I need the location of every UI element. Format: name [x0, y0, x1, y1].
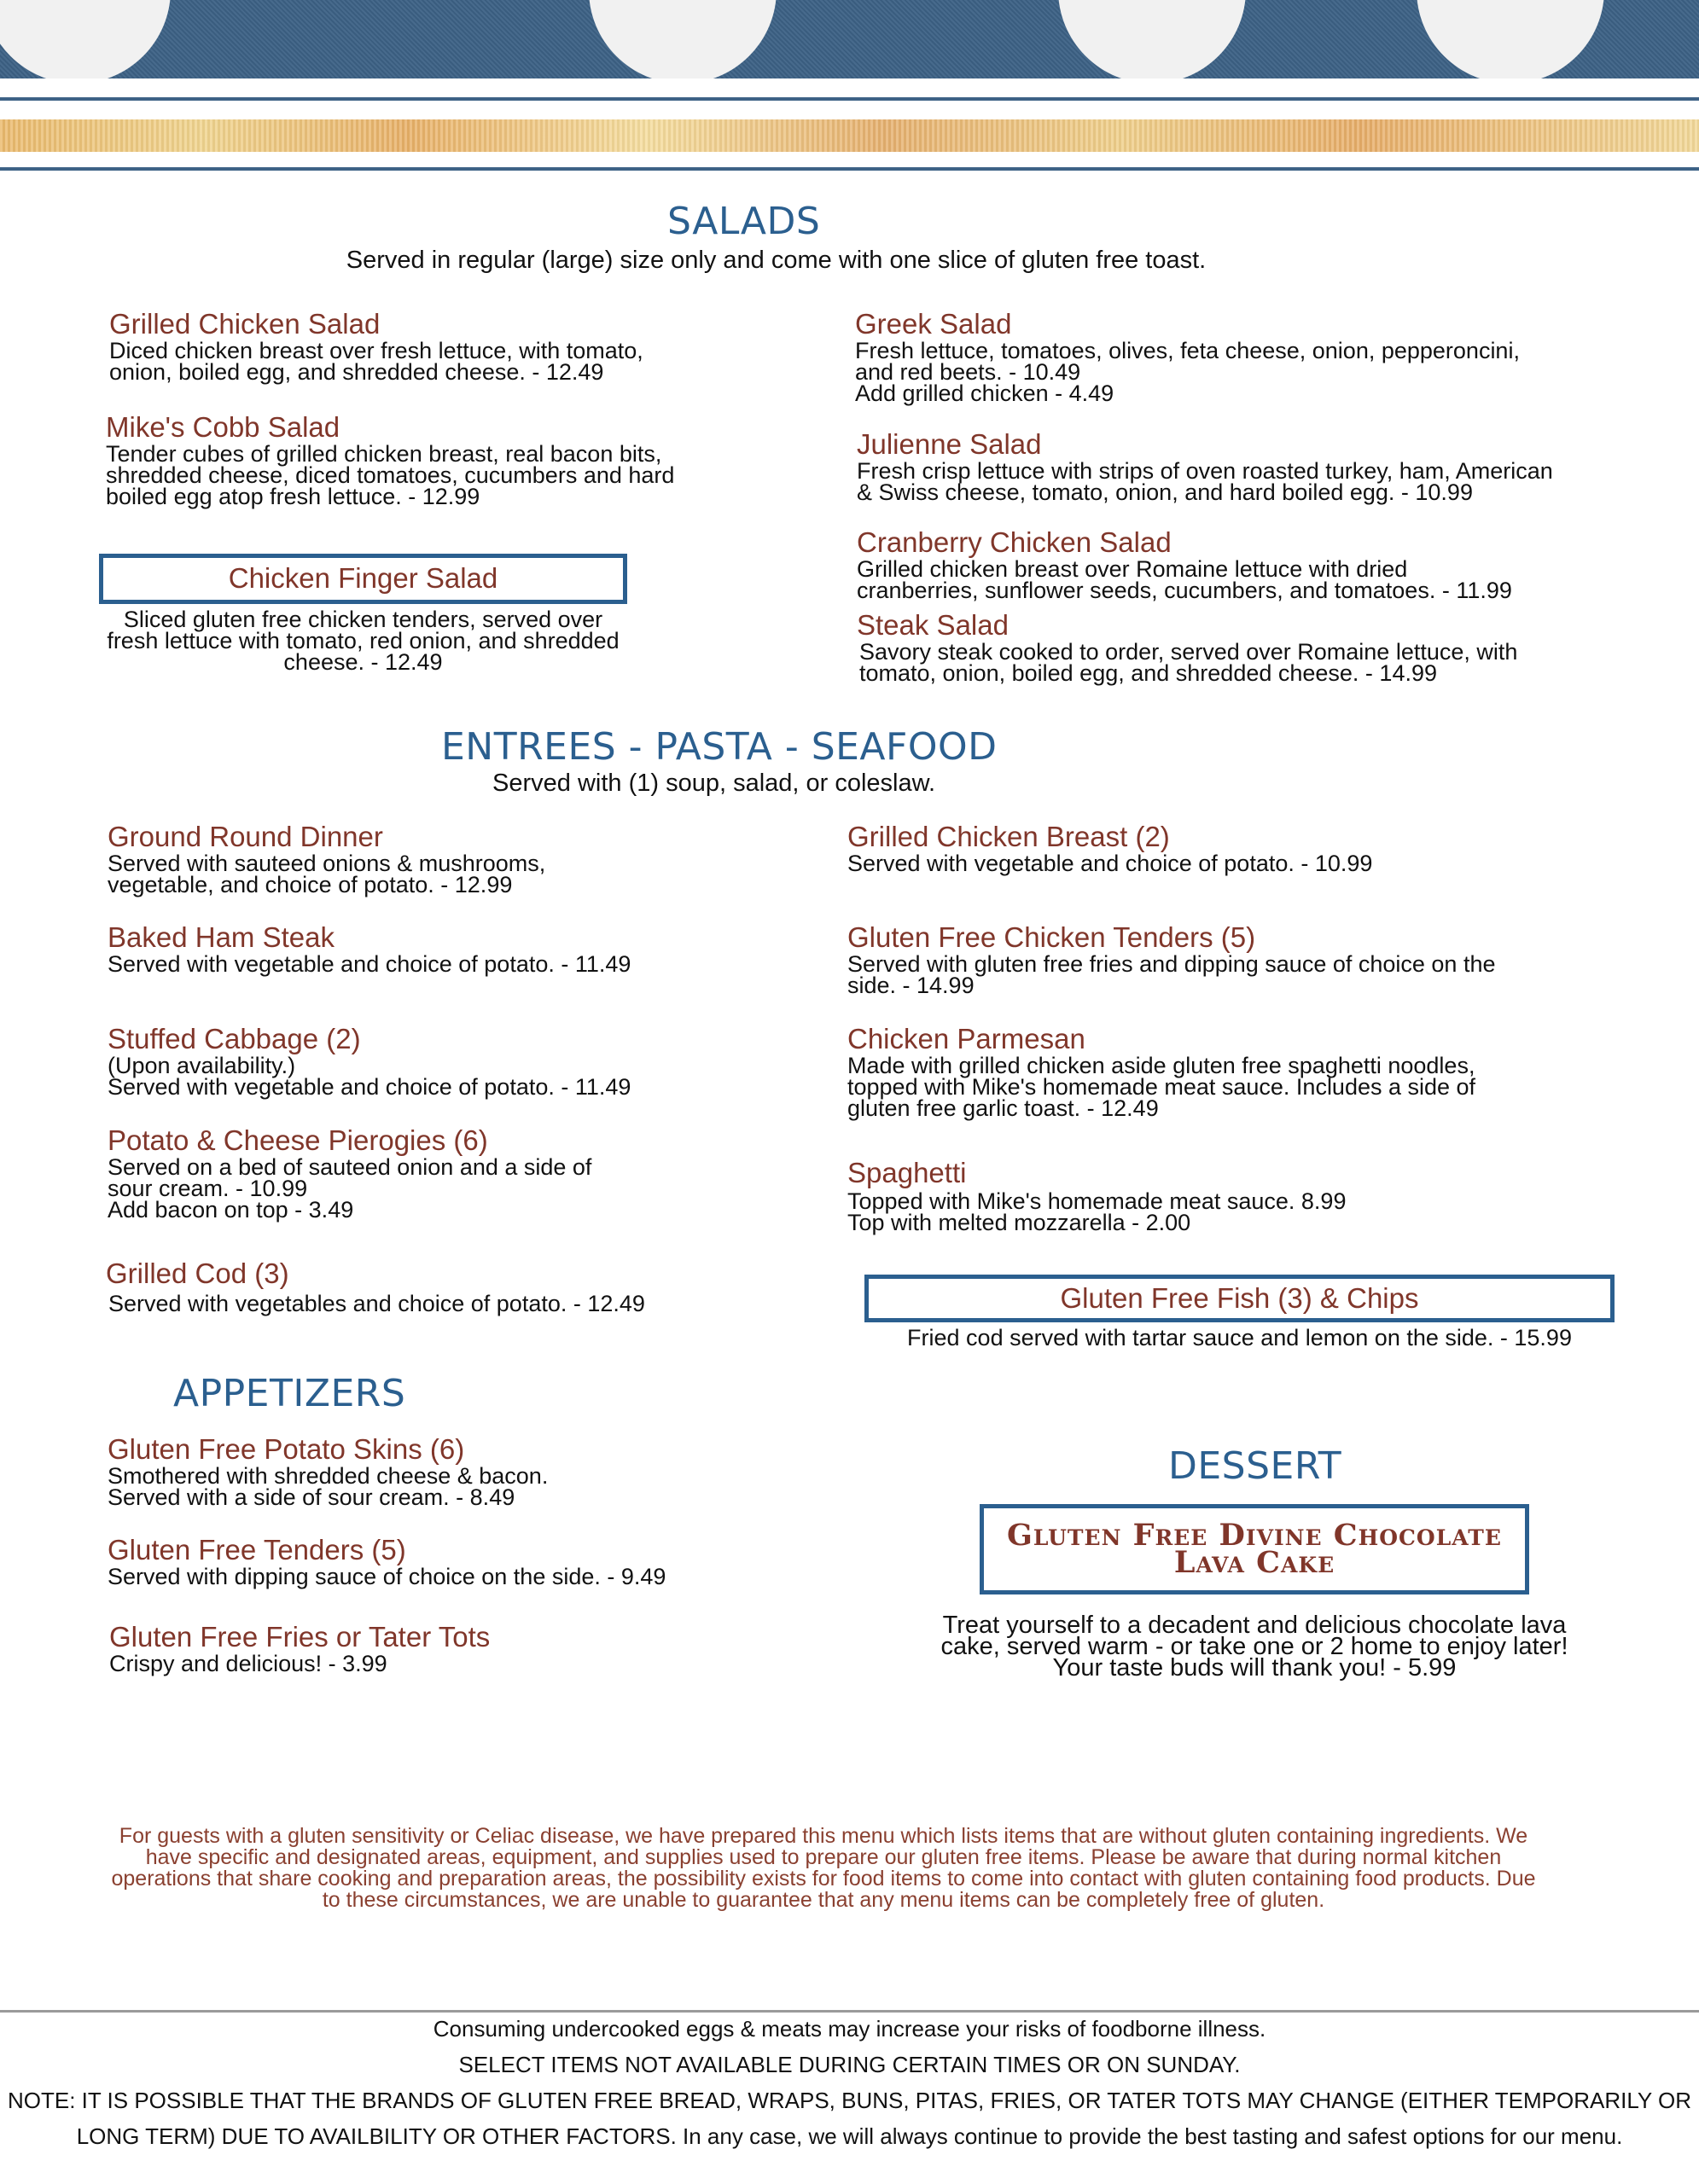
desc-line: Served with sauteed onions & mushrooms, [108, 851, 546, 876]
item-description [857, 458, 1553, 505]
banner-circle [0, 0, 171, 78]
menu-item [106, 411, 674, 508]
desc-line: Topped with Mike's homemade meat sauce. 8.99 [847, 1188, 1347, 1214]
desc-line: gluten free garlic toast. - 12.49 [847, 1095, 1159, 1121]
menu-item [847, 1023, 1475, 1119]
item-description [99, 609, 627, 673]
desc-line: Served with vegetable and choice of potato. - 11.49 [108, 1074, 631, 1100]
menu-item [108, 921, 631, 975]
item-name: Gluten Free Potato Skins (6) [108, 1433, 465, 1465]
salads-heading: SALADS [667, 200, 821, 243]
desc-line: Made with grilled chicken aside gluten free spaghetti noodles, [847, 1053, 1475, 1078]
desc-line: cake, served warm - or take one or 2 home to enjoy later! [940, 1633, 1568, 1660]
item-name: Gluten Free Fries or Tater Tots [109, 1621, 491, 1653]
desc-line: & Swiss cheese, tomato, onion, and hard boiled egg. - 10.99 [857, 479, 1473, 505]
item-name: Gluten Free Tenders (5) [108, 1534, 406, 1565]
dessert-name-line: Gluten Free Divine Chocolate [1007, 1518, 1502, 1553]
item-name: Potato & Cheese Pierogies (6) [108, 1124, 488, 1156]
desc-line: tomato, onion, boiled egg, and shredded cheese. - 14.99 [859, 660, 1437, 686]
entrees-heading: ENTREES - PASTA - SEAFOOD [441, 725, 998, 769]
salads-subtitle: Served in regular (large) size only and come with one slice of gluten free toast. [346, 247, 1207, 274]
item-name: Baked Ham Steak [108, 921, 335, 953]
featured-item-box [864, 1275, 1615, 1322]
item-description [847, 1188, 1347, 1235]
desc-line: Served with vegetable and choice of potato. - 10.99 [847, 851, 1373, 876]
menu-item [108, 1433, 548, 1508]
menu-item [108, 1534, 666, 1588]
desc-line: Served with gluten free fries and dipping sauce of choice on the [847, 951, 1496, 977]
item-name: Greek Salad [855, 308, 1012, 340]
footer-divider [0, 2010, 1699, 2013]
item-description [887, 1612, 1621, 1682]
desc-line: Served on a bed of sauteed onion and a side of [108, 1154, 592, 1180]
desc-line: Grilled chicken breast over Romaine lettuce with dried [857, 556, 1408, 582]
desc-line: Tender cubes of grilled chicken breast, real bacon bits, [106, 441, 662, 467]
menu-item [847, 1157, 1346, 1234]
desc-line: topped with Mike's homemade meat sauce. Includes a side of [847, 1074, 1476, 1100]
banner-circle [1058, 0, 1246, 78]
desc-line: boiled egg atop fresh lettuce. - 12.99 [106, 484, 480, 509]
desc-line: fresh lettuce with tomato, red onion, and shredded [107, 628, 620, 653]
entrees-subtitle: Served with (1) soup, salad, or coleslaw. [492, 770, 936, 797]
header-rule [0, 167, 1699, 171]
banner-circle [1417, 0, 1604, 78]
desc-line: Smothered with shredded cheese & bacon. [108, 1463, 549, 1489]
desc-line: side. - 14.99 [847, 973, 975, 998]
banner-circle [589, 0, 777, 78]
desc-line: Your taste buds will thank you! - 5.99 [1052, 1654, 1457, 1682]
item-name: Ground Round Dinner [108, 821, 383, 852]
footer-note: NOTE: IT IS POSSIBLE THAT THE BRANDS OF GLUTEN FREE BREAD, WRAPS, BUNS, PITAS, FRIES, OR TATER TOTS MAY CHANGE (EITHER TEMPORARILY OR [8, 2088, 1691, 2113]
desc-line: Served with vegetable and choice of potato. - 11.49 [108, 951, 631, 977]
menu-item [108, 1023, 631, 1098]
desc-line: cranberries, sunflower seeds, cucumbers, and tomatoes. - 11.99 [857, 578, 1512, 603]
desc-line: vegetable, and choice of potato. - 12.99 [108, 872, 513, 897]
desc-line: Add bacon on top - 3.49 [108, 1197, 354, 1223]
desc-line: cheese. - 12.49 [283, 649, 443, 675]
desc-line: Treat yourself to a decadent and delicious chocolate lava [942, 1612, 1567, 1639]
header-banner [0, 0, 1699, 78]
footer-warning: Consuming undercooked eggs & meats may increase your risks of foodborne illness. [433, 2016, 1266, 2042]
menu-item [857, 526, 1512, 601]
item-name: Stuffed Cabbage (2) [108, 1023, 361, 1054]
item-name: Steak Salad [857, 609, 1009, 641]
item-description [109, 340, 643, 383]
item-description [108, 951, 631, 977]
item-description [108, 1055, 631, 1098]
item-name: Spaghetti [847, 1157, 967, 1188]
item-name: Chicken Parmesan [847, 1023, 1085, 1054]
menu-item [109, 308, 643, 383]
item-name: Grilled Chicken Breast (2) [847, 821, 1170, 852]
desc-line: Fresh crisp lettuce with strips of oven roasted turkey, ham, American [857, 458, 1553, 484]
item-description [108, 1463, 549, 1510]
menu-item [857, 609, 1517, 684]
item-description [106, 441, 675, 509]
item-name: Chicken Finger Salad [228, 562, 498, 594]
gluten-disclaimer: For guests with a gluten sensitivity or Celiac disease, we have prepared this menu which lists items that are without gluten containing ingredients. We have specific and designated areas, equipment, and supplies used to prepare our gluten free items. Please be aware that during normal kitchen operations that share cooking and preparation areas, the possibility exists for food items to come into contact with gluten containing food products. Due to these circumstances, we are unable to guarantee that any menu items can be completely free of gluten. [111, 1824, 1536, 1912]
menu-item [857, 428, 1553, 503]
item-name: Grilled Chicken Salad [109, 308, 381, 340]
item-name: Mike's Cobb Salad [106, 411, 340, 443]
item-name: Cranberry Chicken Salad [857, 526, 1172, 558]
desc-line: Served with vegetables and choice of potato. - 12.49 [108, 1291, 645, 1316]
item-description [108, 1293, 645, 1315]
menu-item [109, 1621, 490, 1675]
menu-item [847, 821, 1372, 874]
item-name: Julienne Salad [857, 428, 1042, 460]
menu-item [847, 921, 1495, 996]
item-description [109, 1653, 490, 1675]
desc-line: Top with melted mozzarella - 2.00 [847, 1210, 1191, 1235]
desc-line: sour cream. - 10.99 [108, 1176, 308, 1201]
desc-line: Add grilled chicken - 4.49 [855, 380, 1114, 406]
menu-item [855, 308, 1520, 404]
desc-line: and red beets. - 10.49 [855, 359, 1081, 385]
item-description [857, 556, 1512, 603]
desc-line: Diced chicken breast over fresh lettuce, with tomato, [109, 338, 643, 363]
item-description [108, 853, 545, 896]
item-description [847, 951, 1496, 998]
desc-line: onion, boiled egg, and shredded cheese. - 12.49 [109, 359, 604, 385]
desc-line: Sliced gluten free chicken tenders, served over [123, 607, 603, 632]
dessert-feature-box [980, 1504, 1529, 1594]
desc-line: (Upon availability.) [108, 1053, 296, 1078]
appetizers-heading: APPETIZERS [173, 1372, 406, 1415]
footer-availability: SELECT ITEMS NOT AVAILABLE DURING CERTAIN TIMES OR ON SUNDAY. [458, 2052, 1241, 2077]
desc-line: Served with dipping sauce of choice on the side. - 9.49 [108, 1564, 666, 1589]
desc-line: Fried cod served with tartar sauce and lemon on the side. - 15.99 [907, 1325, 1572, 1350]
desc-line: shredded cheese, diced tomatoes, cucumbers and hard [106, 462, 675, 488]
desc-line: Served with a side of sour cream. - 8.49 [108, 1484, 515, 1510]
header-rule [0, 97, 1699, 101]
dessert-name-line: Lava Cake [1173, 1545, 1335, 1580]
footer-note: LONG TERM) DUE TO AVAILBILITY OR OTHER FACTORS. In any case, we will always continue to provide the best tasting and safest options for our menu. [76, 2123, 1623, 2149]
item-description [847, 853, 1372, 874]
menu-item [106, 1258, 645, 1315]
item-description [855, 340, 1520, 404]
desc-line: Savory steak cooked to order, served over Romaine lettuce, with [859, 639, 1518, 665]
header-stripe [0, 119, 1699, 152]
item-description [108, 1154, 592, 1223]
item-name: Gluten Free Fish (3) & Chips [1060, 1282, 1419, 1314]
menu-item [108, 1124, 591, 1221]
featured-item-box [99, 554, 627, 604]
dessert-heading: DESSERT [1168, 1444, 1342, 1488]
item-description [847, 1055, 1475, 1119]
item-name: Gluten Free Chicken Tenders (5) [847, 921, 1256, 953]
item-name: Grilled Cod (3) [106, 1258, 289, 1289]
desc-line: Crispy and delicious! - 3.99 [109, 1651, 387, 1676]
desc-line: Fresh lettuce, tomatoes, olives, feta cheese, onion, pepperoncini, [855, 338, 1520, 363]
item-description [864, 1327, 1615, 1349]
item-description [108, 1566, 666, 1588]
item-description [859, 639, 1518, 686]
menu-item [108, 821, 545, 896]
